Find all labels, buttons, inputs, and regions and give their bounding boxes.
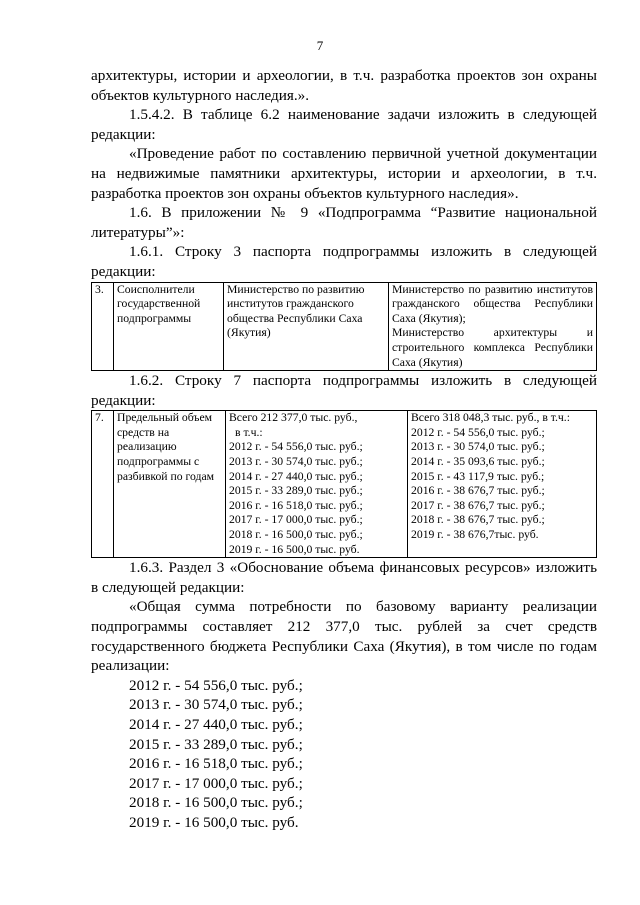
document-body [91, 66, 597, 833]
table-cell-new [408, 411, 597, 558]
cell-text: в т.ч.: [235, 425, 263, 439]
year-line: 2016 г. - 16 518,0 тыс. руб.; [229, 498, 363, 512]
year-line: 2013 г. - 30 574,0 тыс. руб.; [229, 455, 363, 469]
paragraph: 1.5.4.2. В таблице 6.2 наименование задачи изложить в следующей редакции: [91, 106, 597, 143]
year-line: 2015 г. - 33 289,0 тыс. руб.; [229, 484, 363, 498]
year-list [411, 426, 593, 543]
year-line: 2013 г. - 30 574,0 тыс. руб.; [129, 696, 303, 714]
table-cell-new [389, 282, 597, 371]
year-line: 2013 г. - 30 574,0 тыс. руб.; [411, 440, 545, 454]
paragraph: 1.6.3. Раздел 3 «Обоснование объема финансовых ресурсов» изложить в следующей редакции: [91, 559, 597, 596]
year-line: 2018 г. - 16 500,0 тыс. руб.; [229, 528, 363, 542]
paragraph: 1.6.2. Строку 7 паспорта подпрограммы изложить в следующей редакции: [91, 372, 597, 409]
paragraph: «Проведение работ по составлению первичной учетной документации на недвижимые памятники архитектуры, истории и археологии, в т.ч. разработка проектов зон охраны объектов культурного наследия». [91, 145, 597, 202]
table-row [92, 282, 597, 371]
year-line: 2019 г. - 16 500,0 тыс. руб. [129, 813, 299, 831]
year-line: 2016 г. - 38 676,7 тыс. руб.; [411, 484, 545, 498]
table-cell-old [226, 411, 408, 558]
year-list [91, 676, 597, 833]
year-line: 2012 г. - 54 556,0 тыс. руб.; [229, 440, 363, 454]
year-line: 2014 г. - 27 440,0 тыс. руб.; [229, 469, 363, 483]
page-number: 7 [316, 38, 324, 53]
paragraph: «Общая сумма потребности по базовому варианту реализации подпрограммы составляет 212 377,0 тыс. рублей за счет средств государственного бюджета Республики Саха (Якутия), в том числе по годам реализации: [91, 598, 597, 675]
year-line: 2015 г. - 33 289,0 тыс. руб.; [129, 735, 303, 753]
passport-table-row-3 [91, 282, 597, 372]
table-cell-label: Предельный объем средств на реализацию подпрограммы с разбивкой по годам [114, 411, 226, 558]
year-list [229, 440, 404, 557]
year-line: 2014 г. - 27 440,0 тыс. руб.; [129, 715, 303, 733]
table-cell-label: Соисполнители государственной подпрограммы [114, 282, 224, 371]
table-cell-num: 7. [92, 411, 114, 558]
year-line: 2017 г. - 17 000,0 тыс. руб.; [129, 774, 303, 792]
year-line: 2014 г. - 35 093,6 тыс. руб.; [411, 455, 545, 469]
cell-text: Министерство архитектуры и строительного комплекса Республики Саха (Якутия) [392, 326, 593, 369]
cell-text: Всего 212 377,0 тыс. руб., [229, 411, 358, 425]
year-line: 2019 г. - 16 500,0 тыс. руб. [229, 542, 360, 556]
year-line: 2016 г. - 16 518,0 тыс. руб.; [129, 755, 303, 773]
year-line: 2018 г. - 38 676,7 тыс. руб.; [411, 513, 545, 527]
table-row [92, 411, 597, 558]
cell-text: Министерство по развитию институтов гражданского общества Республики Саха (Якутия); [392, 282, 593, 325]
paragraph: архитектуры, истории и археологии, в т.ч. разработка проектов зон охраны объектов культурного наследия.». [91, 67, 597, 104]
year-line: 2017 г. - 17 000,0 тыс. руб.; [229, 513, 363, 527]
year-line: 2015 г. - 43 117,9 тыс. руб.; [411, 469, 545, 483]
year-line: 2012 г. - 54 556,0 тыс. руб.; [129, 676, 303, 694]
cell-text: Всего 318 048,3 тыс. руб., в т.ч.: [411, 411, 570, 425]
table-cell-num: 3. [92, 282, 114, 371]
year-line: 2012 г. - 54 556,0 тыс. руб.; [411, 425, 545, 439]
paragraph: 1.6. В приложении № 9 «Подпрограмма “Развитие национальной литературы”»: [91, 204, 597, 241]
table-cell-old: Министерство по развитию институтов гражданского общества Республики Саха (Якутия) [224, 282, 389, 371]
year-line: 2017 г. - 38 676,7 тыс. руб.; [411, 498, 545, 512]
paragraph: 1.6.1. Строку 3 паспорта подпрограммы изложить в следующей редакции: [91, 243, 597, 280]
year-line: 2018 г. - 16 500,0 тыс. руб.; [129, 794, 303, 812]
passport-table-row-7 [91, 410, 597, 558]
year-line: 2019 г. - 38 676,7тыс. руб. [411, 528, 539, 542]
